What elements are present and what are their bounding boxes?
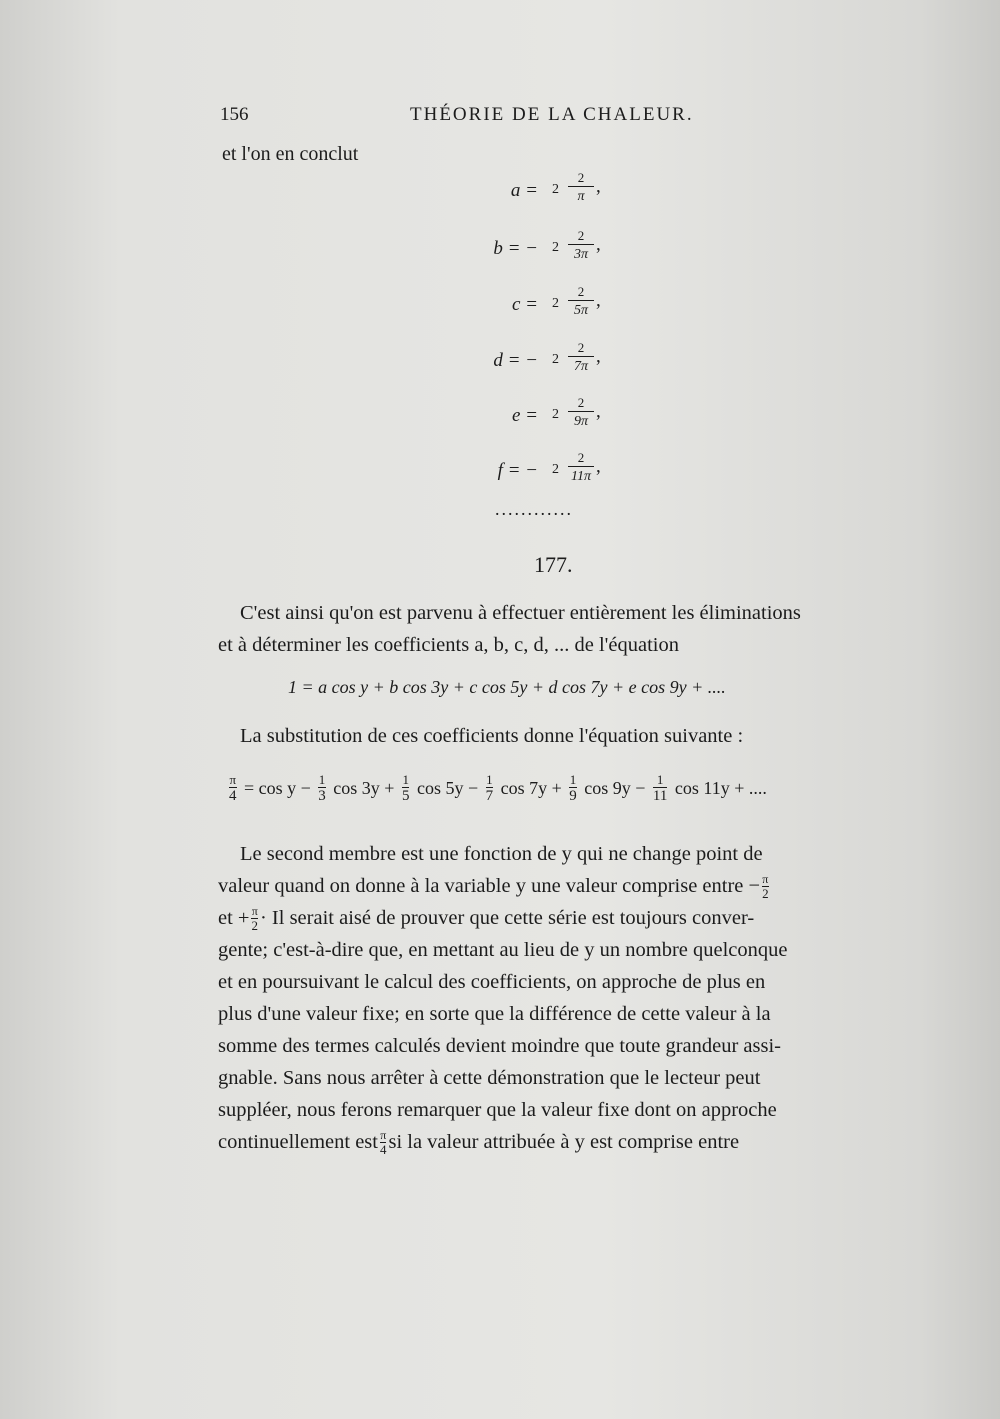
denominator: 5 [401, 788, 410, 804]
fraction [568, 340, 594, 376]
text-line [218, 1126, 898, 1158]
equation-coefficient: 2 [552, 240, 559, 255]
equation-lhs: c = [511, 294, 538, 315]
fraction-bar [568, 244, 594, 245]
text-line: gente; c'est-à-dire que, en mettant au lieu de y un nombre quelconque [218, 939, 788, 961]
equation-term: = cos y − [244, 778, 311, 798]
coefficient-equation: e = 2 2 9π , [511, 395, 601, 429]
numerator: 1 [402, 772, 409, 787]
denominator: 7π [573, 359, 588, 374]
numerator: π [251, 904, 258, 919]
numerator: 2 [577, 170, 585, 185]
equation-term: cos 11y + .... [674, 778, 767, 798]
fraction [568, 284, 594, 320]
denominator: 4 [229, 788, 237, 804]
numerator: 1 [569, 772, 577, 787]
numerator: π [229, 772, 237, 787]
coefficient-equation: c = 2 2 5π , [511, 284, 601, 318]
denominator: 2 [762, 886, 769, 902]
fraction-bar [568, 411, 594, 412]
coefficient-equation: b = − 2 2 3π , [493, 228, 601, 262]
denominator: 4 [379, 1142, 387, 1158]
equation-coefficient: 2 [552, 352, 559, 367]
equation-lhs: f = − [497, 460, 538, 481]
fraction-bar [568, 186, 594, 187]
denominator: 11 [652, 788, 668, 804]
denominator: 9π [573, 414, 588, 429]
fraction [569, 773, 577, 804]
fraction-bar [568, 466, 594, 467]
intro-text: et l'on en conclut [222, 143, 359, 165]
paragraph [218, 597, 898, 661]
fraction [229, 773, 237, 804]
fraction [486, 773, 494, 804]
equation-lhs: b = − [493, 238, 538, 259]
denominator: 9 [569, 788, 577, 804]
equation-coefficient: 2 [552, 296, 559, 311]
equation-term: cos 7y + [500, 778, 562, 798]
text-line: plus d'une valeur fixe; en sorte que la différence de cette valeur à la [218, 1003, 771, 1025]
numerator: 2 [577, 284, 585, 299]
text-line: et en poursuivant le calcul des coefficients, on approche de plus en [218, 971, 766, 993]
fraction [568, 450, 594, 486]
numerator: 2 [577, 395, 585, 410]
paragraph [240, 720, 900, 752]
text-line: gnable. Sans nous arrêter à cette démonstration que le lecteur peut [218, 1067, 761, 1089]
equation-coefficient: 2 [552, 462, 559, 477]
equation-coefficient: 2 [552, 182, 559, 197]
equation-term: cos 9y − [584, 778, 646, 798]
running-title: THÉORIE DE LA CHALEUR. [410, 104, 694, 125]
denominator: 11π [571, 469, 591, 484]
paragraph [218, 838, 898, 1158]
equation-series: 1 = a cos y + b cos 3y + c cos 5y + d cos 7y + e cos 9y + .... [288, 677, 726, 697]
text-segment: valeur quand on donne à la variable y une valeur comprise entre − [218, 875, 761, 897]
text-line: La substitution de ces coefficients donne l'équation suivante : [240, 725, 744, 747]
denominator: 5π [573, 303, 588, 318]
equation-term: cos 3y + [333, 778, 395, 798]
equation-term: cos 5y − [416, 778, 479, 798]
equation-lhs: a = [510, 180, 538, 201]
fraction-bar [568, 356, 594, 357]
fraction-bar [568, 300, 594, 301]
page-number: 156 [220, 104, 249, 125]
denominator: 7 [485, 788, 494, 804]
text-line: suppléer, nous ferons remarquer que la valeur fixe dont on approche [218, 1099, 777, 1121]
text-line: somme des termes calculés devient moindre que toute grandeur assi- [218, 1035, 781, 1057]
equation-lhs: d = − [493, 350, 538, 371]
fraction [762, 873, 769, 901]
coefficient-equation: f = − 2 2 11π , [497, 450, 601, 484]
text-segment: et + [218, 907, 250, 929]
numerator: 1 [656, 772, 664, 787]
coefficient-equation: d = − 2 2 7π , [493, 340, 601, 374]
text-line [218, 870, 898, 902]
equation-coefficient: 2 [552, 407, 559, 422]
text-line [218, 902, 898, 934]
numerator: π [380, 1128, 387, 1143]
fraction [568, 395, 594, 431]
equation-result [226, 773, 896, 823]
denominator: 3 [318, 788, 326, 804]
numerator: 1 [486, 772, 493, 787]
numerator: 2 [577, 228, 585, 243]
coefficient-equation: a = 2 2 π , [510, 170, 601, 204]
fraction [568, 228, 594, 264]
fraction [568, 170, 594, 206]
text-segment: continuellement est [218, 1131, 378, 1153]
text-line: C'est ainsi qu'on est parvenu à effectuer entièrement les éliminations [240, 602, 801, 624]
denominator: 2 [251, 918, 258, 934]
numerator: 2 [577, 450, 585, 465]
text-line: Le second membre est une fonction de y qui ne change point de [240, 843, 763, 865]
running-header [218, 100, 898, 130]
continuation-dots: ............ [495, 499, 573, 519]
fraction [653, 773, 667, 804]
numerator: π [762, 872, 769, 887]
fraction [402, 773, 410, 804]
equation-lhs: e = [511, 405, 538, 426]
numerator: 1 [318, 772, 326, 787]
fraction [380, 1129, 387, 1157]
fraction [251, 905, 258, 933]
text-segment: · Il serait aisé de prouver que cette série est toujours conver- [259, 907, 755, 929]
fraction [318, 773, 326, 804]
numerator: 2 [577, 340, 585, 355]
denominator: π [577, 189, 585, 204]
denominator: 3π [573, 247, 588, 262]
text-segment: si la valeur attribuée à y est comprise entre [388, 1131, 740, 1153]
text-line: et à déterminer les coefficients a, b, c, d, ... de l'équation [218, 634, 679, 656]
section-number: 177. [534, 552, 573, 577]
